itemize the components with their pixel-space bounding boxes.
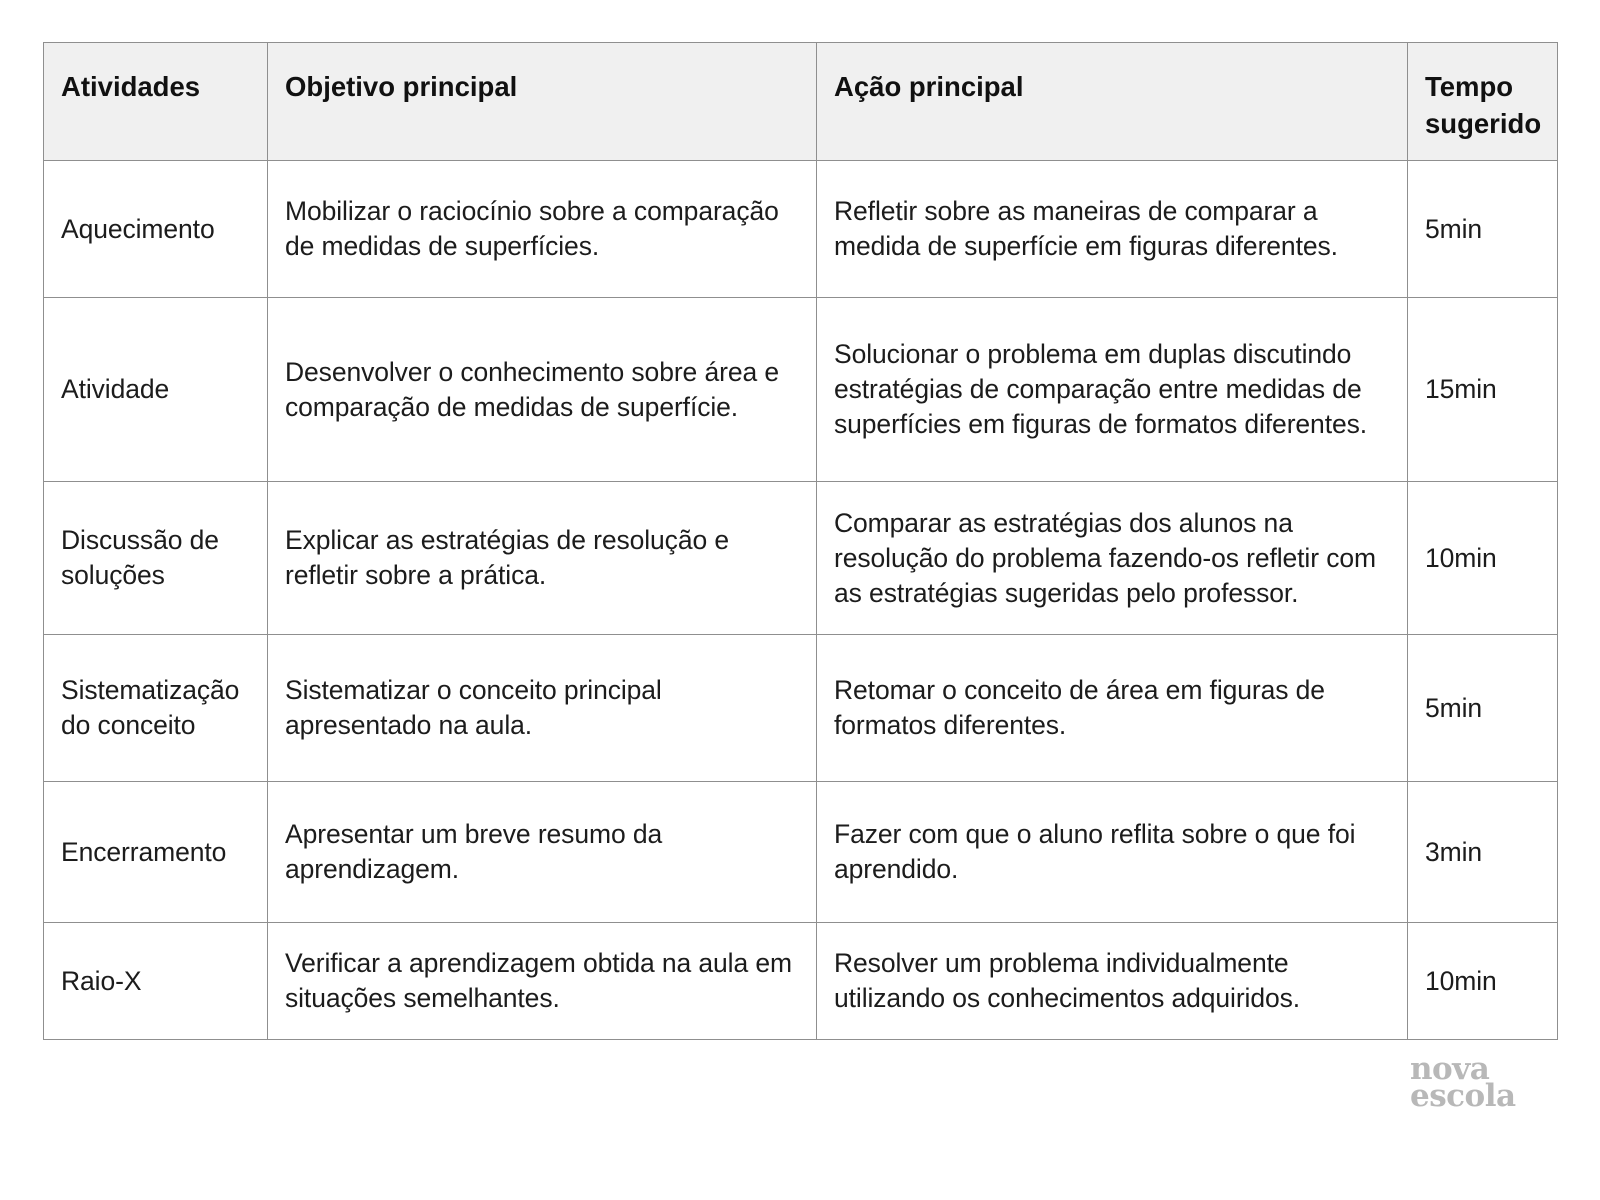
- table-row-atividade: [44, 298, 1558, 482]
- cell-objetivo: Explicar as estratégias de resolução e refletir sobre a prática.: [268, 482, 817, 635]
- cell-acao: Comparar as estratégias dos alunos na resolução do problema fazendo-os refletir com as estratégias sugeridas pelo professor.: [817, 482, 1408, 635]
- nova-escola-logo: [1410, 1051, 1516, 1114]
- cell-objetivo: Sistematizar o conceito principal apresentado na aula.: [268, 635, 817, 782]
- cell-objetivo: Verificar a aprendizagem obtida na aula em situações semelhantes.: [268, 923, 817, 1040]
- cell-tempo: 10min: [1408, 923, 1558, 1040]
- table-row-sistematizacao-do-conceito: [44, 635, 1558, 782]
- logo-line-escola: escola: [1410, 1078, 1516, 1114]
- cell-tempo: 5min: [1408, 161, 1558, 298]
- column-header-tempo-sugerido: Tempo sugerido: [1408, 43, 1558, 161]
- column-header-atividades: Atividades: [44, 43, 268, 161]
- cell-atividade: Sistematização do conceito: [44, 635, 268, 782]
- cell-tempo: 5min: [1408, 635, 1558, 782]
- cell-acao: Retomar o conceito de área em figuras de formatos diferentes.: [817, 635, 1408, 782]
- table-row-raio-x: [44, 923, 1558, 1040]
- cell-atividade: Aquecimento: [44, 161, 268, 298]
- cell-atividade: Encerramento: [44, 782, 268, 923]
- cell-atividade: Raio-X: [44, 923, 268, 1040]
- table-header-row: [44, 43, 1558, 161]
- cell-objetivo: Apresentar um breve resumo da aprendizagem.: [268, 782, 817, 923]
- table-row-encerramento: [44, 782, 1558, 923]
- column-header-objetivo-principal: Objetivo principal: [268, 43, 817, 161]
- cell-tempo: 10min: [1408, 482, 1558, 635]
- cell-acao: Solucionar o problema em duplas discutindo estratégias de comparação entre medidas de superfícies em figuras de formatos diferentes.: [817, 298, 1408, 482]
- cell-objetivo: Mobilizar o raciocínio sobre a comparação de medidas de superfícies.: [268, 161, 817, 298]
- table-row-aquecimento: [44, 161, 1558, 298]
- cell-objetivo: Desenvolver o conhecimento sobre área e comparação de medidas de superfície.: [268, 298, 817, 482]
- cell-acao: Resolver um problema individualmente utilizando os conhecimentos adquiridos.: [817, 923, 1408, 1040]
- table-row-discussao-de-solucoes: [44, 482, 1558, 635]
- cell-tempo: 3min: [1408, 782, 1558, 923]
- lesson-plan-table: [43, 42, 1558, 1040]
- cell-atividade: Discussão de soluções: [44, 482, 268, 635]
- column-header-acao-principal: Ação principal: [817, 43, 1408, 161]
- logo-line-nova: nova: [1410, 1051, 1490, 1087]
- cell-acao: Refletir sobre as maneiras de comparar a medida de superfície em figuras diferentes.: [817, 161, 1408, 298]
- cell-tempo: 15min: [1408, 298, 1558, 482]
- cell-acao: Fazer com que o aluno reflita sobre o que foi aprendido.: [817, 782, 1408, 923]
- cell-atividade: Atividade: [44, 298, 268, 482]
